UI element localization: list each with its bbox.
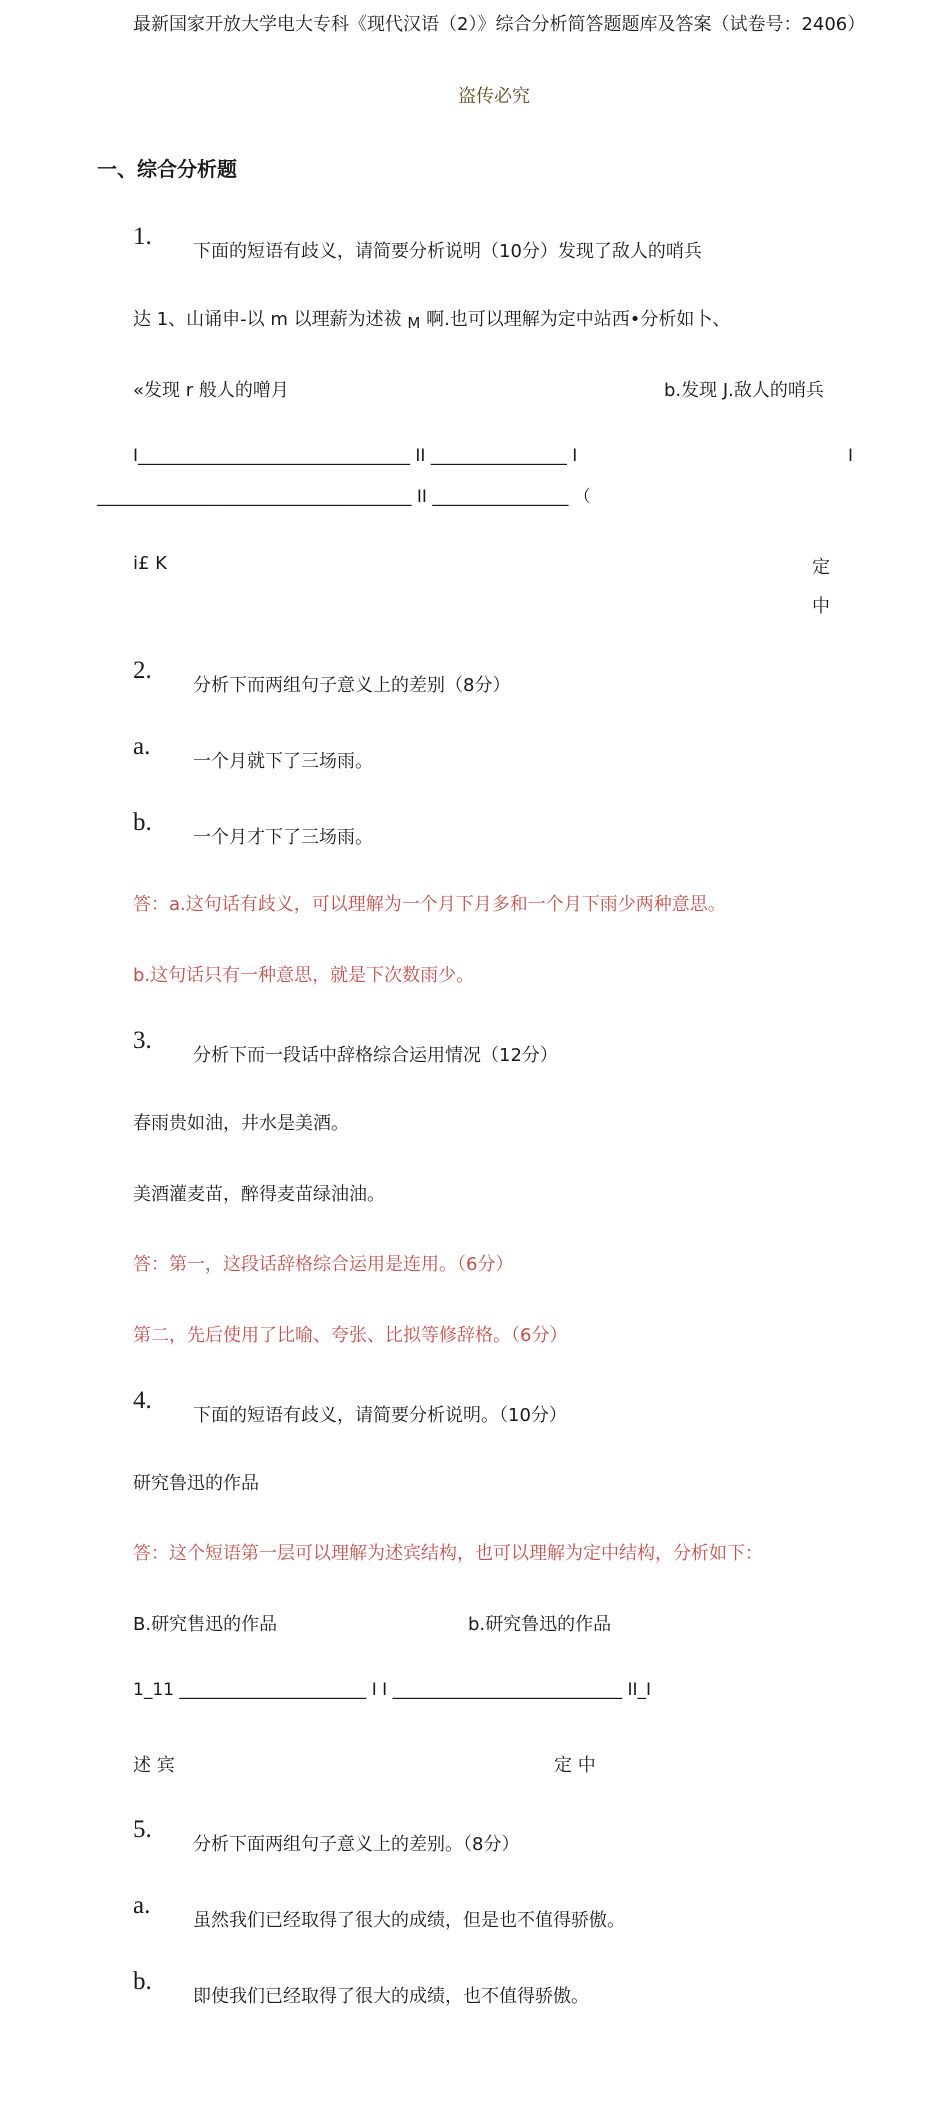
option-b: b.发现 J.敌人的哨兵 [664,380,824,401]
watermark-text: 盗传必究 [458,86,530,107]
question-number: 2. [133,657,152,684]
item-text: 一个月就下了三场雨。 [193,751,373,772]
answer-line [133,305,730,331]
question-number: 1. [133,223,152,250]
answer-line-end: 啊.也可以理解为定中站西•分析如卜、 [426,309,731,330]
structure-label: 中 [812,596,830,617]
item-label: a. [133,1892,151,1919]
structure-label: 定 [812,557,830,578]
question-text: 分析下而一段话中辞格综合运用情况（12分） [193,1045,558,1066]
item-text: 虽然我们已经取得了很大的成绩，但是也不值得骄傲。 [193,1910,625,1931]
question-text: 分析下面两组句子意义上的差别。（8分） [193,1834,520,1855]
tree-line: 1_11 ______________________ I I ___________________________ II_I [133,1680,652,1700]
answer-text: 第二，先后使用了比喻、夸张、比拟等修辞格。（6分） [133,1325,568,1346]
option-a: «发现 r 般人的噌月 [133,380,289,401]
tree-line: _____________________________________ II ________________ （ [97,487,591,507]
question-number: 4. [133,1387,152,1414]
answer-text: 答：a.这句话有歧义，可以理解为一个月下月多和一个月下雨少两种意思。 [133,894,726,915]
structure-label: i£ K [133,553,167,574]
structure-label: 定 中 [554,1755,596,1776]
tree-line: I________________________________ II ________________ I [133,446,578,466]
section-heading: 一、综合分析题 [97,157,237,181]
answer-text: b.这句话只有一种意思，就是下次数雨少。 [133,965,475,986]
question-number: 5. [133,1816,152,1843]
answer-line-small: M [407,314,421,332]
item-label: a. [133,733,151,760]
question-number: 3. [133,1027,152,1054]
answer-text: 答：这个短语第一层可以理解为述宾结构，也可以理解为定中结构，分析如下： [133,1543,763,1564]
question-text: 分析下而两组句子意义上的差别（8分） [193,675,511,696]
passage-line: 美酒灌麦苗，醉得麦苗绿油油。 [133,1184,385,1205]
item-label: b. [133,1968,152,1995]
option-b: b.研究鲁迅的作品 [468,1614,612,1635]
answer-line-start: 达 1、山诵申-以 m 以理薪为述祓 [133,309,402,330]
phrase-text: 研究鲁迅的作品 [133,1473,259,1494]
answer-text: 答：第一，这段话辞格综合运用是连用。（6分） [133,1254,514,1275]
question-text: 下面的短语有歧义，请简要分析说明（10分）发现了敌人的哨兵 [193,241,702,262]
item-text: 一个月才下了三场雨。 [193,827,373,848]
option-a: B.研究售迅的作品 [133,1614,278,1635]
passage-line: 春雨贵如油，井水是美酒。 [133,1113,349,1134]
question-text: 下面的短语有歧义，请简要分析说明。（10分） [193,1405,567,1426]
structure-label: 述 宾 [133,1755,175,1776]
tree-line-end: I [848,446,854,466]
item-label: b. [133,809,152,836]
document-title: 最新国家开放大学电大专科《现代汉语（2）》综合分析简答题题库及答案（试卷号：2406） [133,14,866,35]
item-text: 即使我们已经取得了很大的成绩，也不值得骄傲。 [193,1986,589,2007]
